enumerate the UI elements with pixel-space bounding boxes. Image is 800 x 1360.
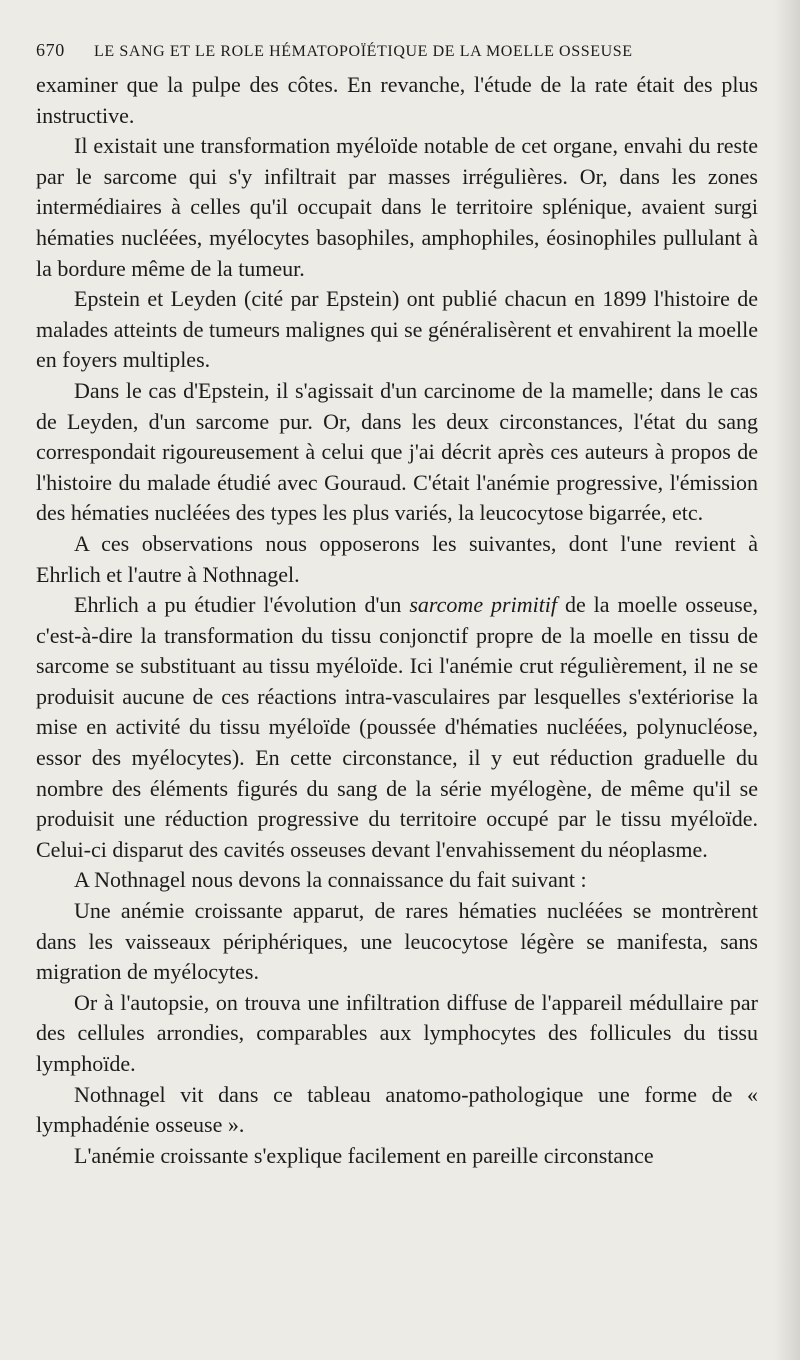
paragraph-6 [36, 590, 758, 865]
paragraph-3: Epstein et Leyden (cité par Epstein) ont publié chacun en 1899 l'histoire de malades atteints de tumeurs malignes qui se généralisèrent et envahirent la moelle en foyers multiples. [36, 286, 758, 373]
running-head [36, 40, 736, 70]
paragraph-6-end: de la moelle osseuse, c'est-à-dire la transformation du tissu conjonctif propre de la moelle en tissu de sarcome se substituant au tissu myéloïde. Ici l'anémie crut régulièrement, il ne se produisit aucune de ces réactions intra-vasculaires par lesquelles s'extériorise la mise en activité du tissu myéloïde (poussée d'hématies nucléées, polynucléose, essor des myélocytes). En cette circonstance, il y eut réduction graduelle du nombre des éléments figurés du sang de la série myélogène, de même qu'il se produisit une réduction progressive du territoire occupé par le tissu myéloïde. Celui-ci disparut des cavités osseuses devant l'envahissement du néoplasme. [36, 592, 758, 862]
paragraph-9: Or à l'autopsie, on trouva une infiltration diffuse de l'appareil médullaire par des cellules arrondies, comparables aux lymphocytes des follicules du tissu lymphoïde. [36, 989, 758, 1076]
page-edge-shadow [774, 0, 800, 1360]
running-title: LE SANG ET LE ROLE HÉMATOPOÏÉTIQUE DE LA MOELLE OSSEUSE [94, 43, 633, 60]
paragraph-11: L'anémie croissante s'explique facilement en pareille circonstance [74, 1142, 654, 1168]
paragraph-1: examiner que la pulpe des côtes. En revanche, l'étude de la rate était des plus instructive. [36, 72, 758, 128]
paragraph-5: A ces observations nous opposerons les suivantes, dont l'une revient à Ehrlich et l'autre à Nothnagel. [36, 530, 758, 587]
body-text [36, 70, 758, 1171]
paragraph-10: Nothnagel vit dans ce tableau anatomo-pathologique une forme de « lymphadénie osseuse ». [36, 1081, 758, 1138]
paragraph-6-start: Ehrlich a pu étudier l'évolution d'un [74, 592, 410, 618]
italic-term: sarcome primitif [409, 592, 558, 618]
paragraph-4: Dans le cas d'Epstein, il s'agissait d'un carcinome de la mamelle; dans le cas de Leyden, d'un sarcome pur. Or, dans les deux circonstances, l'état du sang correspondait rigoureusement à celui que j'ai décrit après ces auteurs à propos de l'histoire du malade étudié avec Gouraud. C'était l'anémie progressive, l'émission des hématies nucléées des types les plus variés, la leucocytose bigarrée, etc. [36, 377, 758, 526]
paragraph-7: A Nothnagel nous devons la connaissance du fait suivant : [74, 867, 587, 893]
paragraph-8: Une anémie croissante apparut, de rares hématies nucléées se montrèrent dans les vaisseaux périphériques, une leucocytose légère se manifesta, sans migration de myélocytes. [36, 898, 758, 985]
page-number: 670 [36, 40, 65, 60]
paragraph-2: Il existait une transformation myéloïde notable de cet organe, envahi du reste par le sarcome qui s'y infiltrait par masses irrégulières. Or, dans les zones intermédiaires à celles qu'il occupait dans le territoire splénique, avaient surgi hématies nucléées, myélocytes basophiles, amphophiles, éosinophiles pullulant à la bordure même de la tumeur. [36, 133, 758, 281]
